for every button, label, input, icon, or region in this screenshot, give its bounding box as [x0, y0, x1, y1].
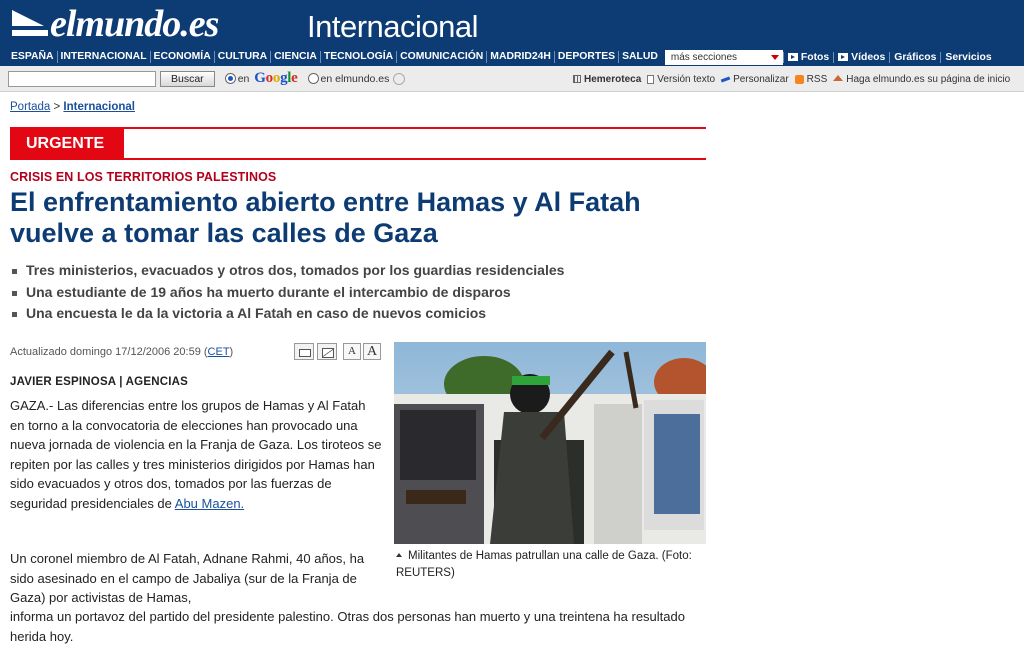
- photo-caption: [396, 548, 706, 582]
- radio-google[interactable]: [225, 73, 236, 84]
- tools-bar: [573, 66, 1016, 92]
- radio-google-prefix: en: [237, 73, 250, 85]
- logo-icon[interactable]: [10, 6, 50, 42]
- chevron-down-icon: [771, 55, 779, 60]
- updated-timestamp: [10, 346, 233, 358]
- nav-servicios[interactable]: Servicios: [940, 52, 995, 63]
- print-icon[interactable]: [294, 343, 314, 360]
- article-paragraph-continued: informa un portavoz del partido del presidente palestino. Otras dos personas han muerto y una treintena ha resultado herida hoy.: [10, 609, 685, 644]
- nav-fotos-label: Fotos: [800, 51, 830, 63]
- email-icon[interactable]: [317, 343, 337, 360]
- nav-item-madrid24h[interactable]: MADRID24H: [487, 51, 555, 63]
- tool-rss-label: RSS: [806, 73, 828, 85]
- font-decrease-button[interactable]: A: [343, 343, 361, 360]
- radio-google-label: [238, 70, 298, 87]
- tool-personalizar-label: Personalizar: [733, 73, 789, 85]
- breadcrumb-internacional[interactable]: Internacional: [63, 101, 135, 113]
- document-icon: [647, 75, 654, 84]
- nav-item-salud[interactable]: SALUD: [622, 51, 658, 62]
- google-logo: Google: [254, 70, 298, 86]
- tool-hemeroteca-label: Hemeroteca: [584, 73, 642, 85]
- nav-fotos[interactable]: [783, 52, 833, 63]
- urgent-bar: [10, 127, 706, 160]
- article-byline: JAVIER ESPINOSA | AGENCIAS: [10, 376, 188, 388]
- caption-arrow-icon: [396, 553, 402, 557]
- abu-mazen-link[interactable]: Abu Mazen.: [174, 495, 245, 511]
- video-icon: [838, 53, 848, 61]
- more-sections-label: más secciones: [670, 51, 738, 63]
- breadcrumb-separator: >: [53, 101, 61, 113]
- archive-icon: [573, 75, 581, 83]
- article-summary: [10, 260, 564, 325]
- font-size-tools: [343, 343, 383, 361]
- tool-version-texto-label: Versión texto: [657, 73, 716, 85]
- nav-item-espana[interactable]: ESPAÑA: [8, 51, 58, 63]
- font-increase-button[interactable]: A: [363, 343, 381, 360]
- tool-rss[interactable]: [795, 74, 828, 85]
- summary-item: Tres ministerios, evacuados y otros dos, tomados por los guardias residenciales: [10, 260, 564, 282]
- share-tools: [294, 343, 340, 361]
- search-input[interactable]: [8, 71, 156, 87]
- tool-personalizar[interactable]: [721, 74, 789, 85]
- nav-item-cultura[interactable]: CULTURA: [215, 51, 271, 63]
- nav-item-deportes[interactable]: DEPORTES: [555, 51, 619, 63]
- tool-version-texto[interactable]: [647, 74, 715, 85]
- tool-homepage-label: Haga elmundo.es su página de inicio: [846, 73, 1011, 85]
- updated-close: ): [229, 346, 234, 358]
- tool-hemeroteca[interactable]: [573, 74, 641, 85]
- breadcrumb-portada[interactable]: Portada: [10, 101, 51, 113]
- summary-item: Una encuesta le da la victoria a Al Fatah en caso de nuevos comicios: [10, 303, 564, 325]
- article-photo: [394, 342, 706, 544]
- caption-text: Militantes de Hamas patrullan una calle de Gaza. (Foto: REUTERS): [396, 550, 692, 579]
- radio-elmundo-label: en elmundo.es: [320, 72, 390, 85]
- tool-homepage[interactable]: [833, 74, 1010, 85]
- timezone-link[interactable]: CET: [207, 346, 230, 358]
- more-sections-select[interactable]: [665, 50, 783, 65]
- nav-item-tecnologia[interactable]: TECNOLOGÍA: [321, 51, 397, 63]
- nav-videos[interactable]: [833, 52, 889, 63]
- nav-item-comunicacion[interactable]: COMUNICACIÓN: [397, 51, 487, 63]
- breadcrumb: [10, 101, 135, 113]
- home-icon: [833, 75, 843, 81]
- article-paragraph: Un coronel miembro de Al Fatah, Adnane Rahmi, 40 años, ha sido asesinado en el campo de Jabaliya (sur de la Franja de Gaza) por activistas de Hamas,: [10, 551, 365, 605]
- search-icon: [393, 73, 405, 85]
- masthead: [0, 0, 1024, 48]
- nav-item-economia[interactable]: ECONOMÍA: [151, 51, 215, 63]
- search-bar: [0, 66, 1024, 92]
- paragraph-text: GAZA.- Las diferencias entre los grupos de Hamas y Al Fatah en torno a la convocatoria de elecciones han provocado una nueva jornada de violencia en la Franja de Gaza. Los tiroteos se repiten por las calles y tres ministerios dirigidos por Hamas han sido evacuados y otros dos, tomados por las fuerzas de seguridad presidenciales de: [10, 398, 382, 511]
- article-paragraph: [10, 396, 382, 513]
- article-headline: El enfrentamiento abierto entre Hamas y Al Fatah vuelve a tomar las calles de Gaza: [10, 187, 641, 248]
- nav-item-internacional[interactable]: INTERNACIONAL: [58, 51, 151, 63]
- summary-item: Una estudiante de 19 años ha muerto durante el intercambio de disparos: [10, 282, 564, 304]
- pencil-icon: [721, 76, 730, 82]
- search-button[interactable]: Buscar: [160, 71, 215, 87]
- radio-elmundo[interactable]: [308, 73, 319, 84]
- nav-videos-label: Vídeos: [851, 51, 886, 63]
- nav-item-ciencia[interactable]: CIENCIA: [271, 51, 321, 63]
- urgent-label: URGENTE: [10, 129, 124, 158]
- section-title: Internacional: [307, 9, 479, 44]
- nav-graficos[interactable]: Gráficos: [889, 52, 940, 63]
- camera-icon: [788, 53, 798, 61]
- rss-icon: [795, 75, 804, 84]
- main-nav: [0, 48, 1024, 66]
- article-kicker: CRISIS EN LOS TERRITORIOS PALESTINOS: [10, 170, 277, 184]
- site-logo[interactable]: elmundo.es: [50, 3, 219, 45]
- updated-text: Actualizado domingo 17/12/2006 20:59 (: [10, 346, 208, 358]
